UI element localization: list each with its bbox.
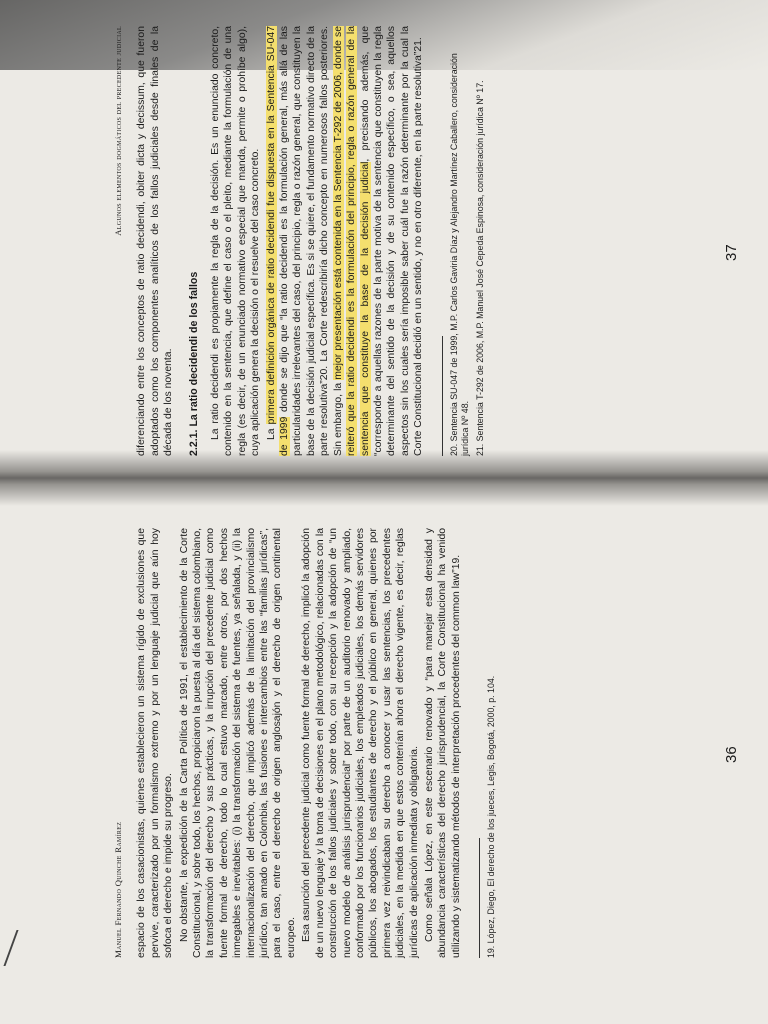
- paragraph-casacionistas: espacio de los casacionistas, quienes establecieron un sistema rígido de exclusiones que pervive, caracterizado por un formalismo extremo y por un lenguaje judicial que aún hoy sofoca el derecho e impide su progreso.: [136, 528, 175, 958]
- footnote-21: 21. Sentencia T-292 de 2006, M.P. Manuel José Cepeda Espinosa, consideración jurídica Nº 17.: [474, 80, 485, 456]
- page-37: [112, 26, 740, 456]
- footnote-20: 20. Sentencia SU-047 de 1999, M.P. Carlos Gaviria Díaz y Alejandro Martínez Caballero, consideración jurídica Nº 48.: [448, 53, 470, 456]
- page-number-36: 36: [722, 746, 740, 763]
- paragraph-ratio-history: [265, 26, 426, 456]
- running-head-right: Algunos elementos dogmáticos del precedente judicial: [113, 26, 123, 236]
- highlighted-text: mejor presentación está contenida en la Sentencia T-292 de 2006, donde se reiteró que la ratio decidendi es la formulación del principio, regla o razón general de la sentencia que constituye la base de la decisión judicial: [332, 26, 371, 456]
- section-heading: 2.2.1. La ratio decidendi de los fallos: [187, 271, 200, 456]
- pen-mark: [3, 930, 40, 966]
- footnote-19: 19. López, Diego, El derecho de los jueces, Legis, Bogotá, 2000, p. 104.: [486, 675, 497, 958]
- paragraph-intro: diferenciando entre los conceptos de ratio decidendi, obiter dicta y decissum, que fueron adoptados como los componentes analíticos de los fallos judiciales desde finales de la década de los noventa.: [136, 26, 175, 456]
- page-number-37: 37: [722, 244, 740, 261]
- book-spine-shadow: [0, 450, 768, 506]
- text-segment: donde se dijo que “la ratio decidendi es la formulación general, más allá de las particularidades irrelevantes del caso, del principio, regla o razón general, que constituyen la base de la decisión judicial específica. Es si se quiere, el fundamento normativo directo de la parte resolutiva”20. La Corte redescribiría dicho concepto en numerosos fallos posteriores. Sin embargo, la: [279, 26, 344, 456]
- highlighted-text: primera definición orgánica de ratio decidendi fue dispuesta en la Sentencia SU-047 de 1999: [265, 26, 291, 456]
- text-segment: , precisando además, que “corresponde a aquellas razones de la parte motiva de la sentencia que constituyen la regla determinante del sentido de la decisión y de su contenido específico, o sea, aquellos aspectos sin los cuales sería imposible saber cuál fue la razón determinante por la cual la Corte Constitucional decidió en un sentido, y no en otro diferente, en la parte resolutiva”21.: [359, 26, 425, 456]
- footnote-divider: [442, 336, 443, 456]
- running-head-left: Manuel Fernando Quinche Ramírez: [113, 821, 123, 958]
- text-segment: La: [265, 424, 277, 440]
- footnote-divider: [479, 838, 480, 958]
- page-36: [112, 528, 740, 958]
- paragraph-asuncion-precedente: Esa asunción del precedente judicial como fuente formal de derecho, implicó la adopción de un nuevo lenguaje y la toma de decisiones en el plano metodológico, relacionadas con la construcción de los fallos judiciales y sobre todo, con su recepción y la adopción de “un nuevo modelo de análisis jurisprudencial” por parte de un auditorio renovado y ampliado, conformado por los funcionarios judiciales, los empleados judiciales, los demás servidores públicos, los abogados, los estudiantes de derecho y el público en general, quienes por primera vez reivindicaban su derecho a conocer y usar las sentencias, los precedentes judiciales, en la medida en que estos contenían ahora el derecho vigente, es decir, reglas jurídicas de aplicación inmediata y obligatoria.: [301, 528, 420, 958]
- paragraph-ratio-definition: La ratio decidendi es propiamente la regla de la decisión. Es un enunciado concreto, contenido en la sentencia, que define el caso o el pleito, mediante la formulación de una regla (es decir, de un enunciado normativo especial que manda, permite o prohíbe algo), cuya aplicación genera la decisión o el resuelve del caso concreto.: [210, 26, 262, 456]
- paragraph-carta-politica: No obstante, la expedición de la Carta Política de 1991, el establecimiento de la Corte Constitucional, y sobre todo, los hechos, propiciaron la puesta al día del sistema colombiano, la transformación del derecho y sus prácticas, y la irrupción del precedente judicial como fuente formal de derecho, todo lo cual estuvo marcado, entre otros, por dos hechos inmegables e inevitables: (i) la transformación del sistema de fuentes, ya señalada, y (ii) la internacionalización del derecho, que implicó además de la limitación del provincialismo jurídico, tan amado en Colombia, las fusiones e intercambios entre las “familias jurídicas”, para el caso, entre el derecho de origen anglosajón y el derecho de origen continental europeo.: [178, 528, 297, 958]
- paragraph-lopez-quote: Como señala López, en este escenario renovado y “para manejar esta densidad y abundancia características del derecho jurisprudencial, la Corte Constitucional ha venido utilizando y sistematizando métodos de interpretación procedentes del common law”19.: [423, 528, 462, 958]
